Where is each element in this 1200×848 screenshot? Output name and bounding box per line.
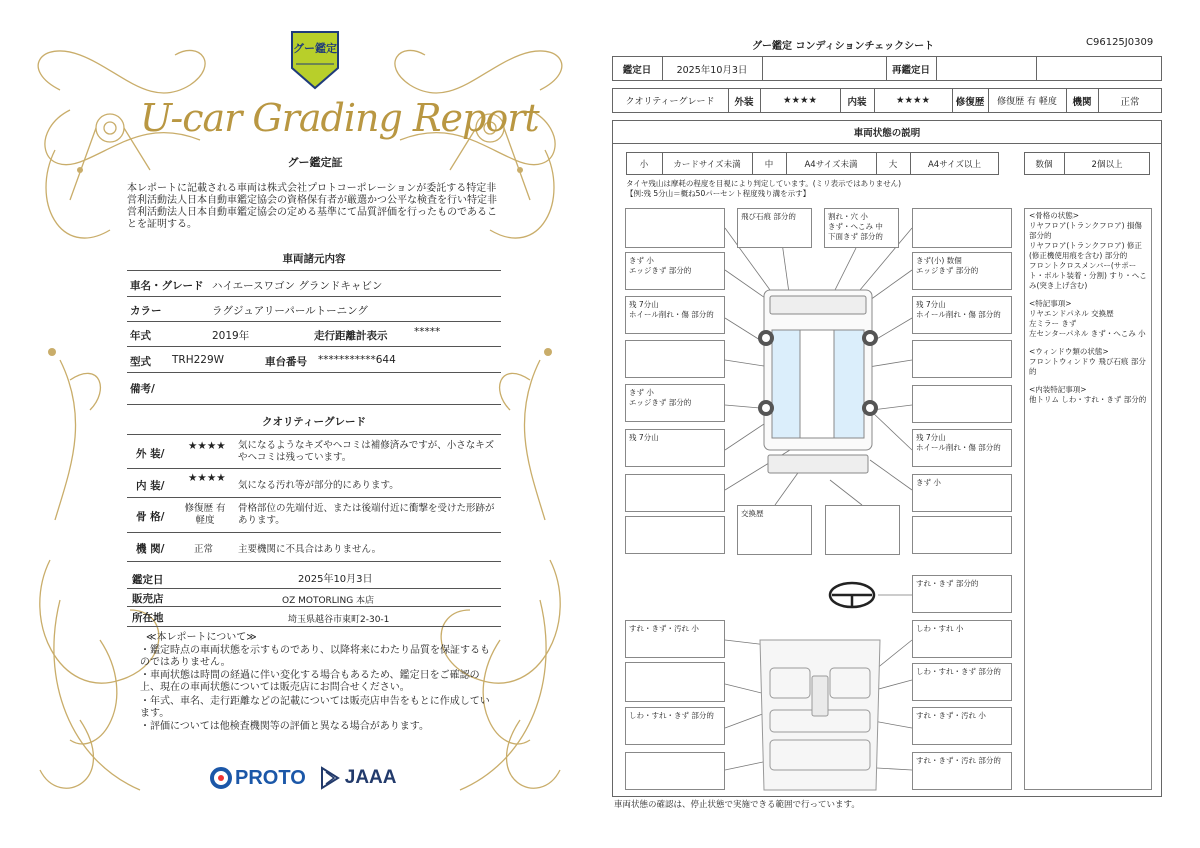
dealer-label: 販売店 bbox=[132, 593, 164, 605]
interior-stars: ★★★★ bbox=[895, 95, 931, 106]
quality-section-title: クオリティーグレード bbox=[262, 416, 366, 428]
spec-section-title: 車両諸元内容 bbox=[282, 253, 346, 265]
panel-line: <特記事項> bbox=[1029, 299, 1072, 308]
sheet-title: グー鑑定 コンディションチェックシート bbox=[752, 41, 935, 52]
size-large-desc: A4サイズ以上 bbox=[927, 159, 982, 170]
size-small-desc: カードサイズ未満 bbox=[673, 159, 741, 170]
callout-windshield: 飛び石痕 部分的 bbox=[737, 208, 812, 248]
panel-line: <骨格の状態> bbox=[1029, 211, 1080, 220]
callout-box bbox=[625, 474, 725, 512]
frame-value: 修復歴 有 軽度 bbox=[184, 503, 226, 526]
car-name-label: 車名・グレード bbox=[130, 280, 204, 292]
model-label: 型式 bbox=[130, 356, 151, 368]
callout-int-door: しわ・すれ・きず 部分的 bbox=[912, 663, 1012, 701]
size-mid: 中 bbox=[764, 159, 774, 170]
interior-label: 内装 bbox=[847, 96, 867, 108]
callout-box bbox=[912, 208, 1012, 248]
condition-title: 車両状態の説明 bbox=[853, 127, 921, 139]
notes-title: ≪本レポートについて≫ bbox=[146, 632, 257, 643]
exterior-label: 外 装/ bbox=[136, 448, 165, 460]
panel-line: リヤフロア(トランクフロア) 修正(修正機使用痕を含む) 部分的 bbox=[1029, 241, 1142, 260]
color-value: ラグジュアリーパールトーニング bbox=[212, 305, 368, 317]
callout-int-driver-seat: しわ・すれ 小 bbox=[912, 620, 1012, 658]
callout-int-rear-seat: すれ・きず・汚れ 小 bbox=[912, 707, 1012, 745]
engine-desc: 主要機関に不具合はありません。 bbox=[238, 544, 382, 555]
badge-text: グー鑑定 bbox=[293, 42, 337, 55]
exterior-label: 外装 bbox=[734, 96, 754, 108]
callout-right-front-tire: 残 7分山 ホイール削れ・傷 部分的 bbox=[912, 296, 1012, 334]
frame-label: 骨 格/ bbox=[136, 511, 165, 523]
appraisal-date-label: 鑑定日 bbox=[132, 574, 164, 586]
callout-int-rear: すれ・きず・汚れ 部分的 bbox=[912, 752, 1012, 790]
panel-line: リヤエンドパネル 交換歴 bbox=[1029, 309, 1114, 318]
interior-stars: ★★★★ bbox=[188, 472, 226, 484]
car-name-value: ハイエースワゴン グランドキャビン bbox=[212, 280, 383, 292]
intro-text: 本レポートに記載される車両は株式会社プロトコーポレーションが委託する特定非営利活動法人日本自動車鑑定協会の資格保有者が厳選かつ公平な検査を行い特定非営利活動法人日本自動車鑑定協会の定める基準にて品質評価を行ったものであることを証明する。 bbox=[127, 183, 497, 230]
callout-left-front-tire: 残 7分山 ホイール削れ・傷 部分的 bbox=[625, 296, 725, 334]
year-value: 2019年 bbox=[212, 330, 250, 342]
panel-line: <内装特記事項> bbox=[1029, 385, 1087, 394]
callout-left-front: きず 小 エッジきず 部分的 bbox=[625, 252, 725, 290]
sheet-id: C96125J0309 bbox=[1086, 37, 1154, 48]
callout-right-front: きず(小) 数個 エッジきず 部分的 bbox=[912, 252, 1012, 290]
color-label: カラー bbox=[130, 305, 162, 317]
note-item: ・評価については他検査機関等の評価と異なる場合があります。 bbox=[140, 721, 429, 732]
count-label: 数個 bbox=[1035, 159, 1053, 170]
engine-value: 正常 bbox=[1120, 96, 1140, 108]
chassis-value: ***********644 bbox=[318, 354, 396, 366]
panel-line: <ウィンドウ類の状態> bbox=[1029, 347, 1109, 356]
note-item: ・年式、車名、走行距離などの記載については販売店申告をもとに作成しています。 bbox=[140, 696, 490, 719]
note-item: ・車両状態は時間の経過に伴い変化する場合もあるため、鑑定日をご確認の上、現在の車両状態については販売店にお問合せください。 bbox=[140, 670, 480, 693]
interior-label: 内 装/ bbox=[136, 480, 165, 492]
callout-box bbox=[625, 752, 725, 790]
tire-note: タイヤ残山は摩耗の程度を目視により判定しています。(ミリ表示ではありません) bbox=[626, 179, 902, 188]
size-large: 大 bbox=[888, 159, 898, 170]
callout-box bbox=[912, 340, 1012, 378]
tire-example: 【例:残 5分山＝概ね50パーセント程度残り溝を示す】 bbox=[626, 189, 811, 198]
year-label: 年式 bbox=[130, 330, 151, 342]
chassis-label: 車台番号 bbox=[265, 356, 307, 368]
callout-box bbox=[625, 340, 725, 378]
size-mid-desc: A4サイズ未満 bbox=[804, 159, 858, 170]
date-label: 鑑定日 bbox=[622, 64, 652, 76]
count-value: 2個以上 bbox=[1091, 159, 1123, 170]
callout-int-left-seat: しわ・すれ・きず 部分的 bbox=[625, 707, 725, 745]
dealer-value: OZ MOTORLING 本店 bbox=[282, 596, 375, 606]
date-value: 2025年10月3日 bbox=[676, 64, 748, 76]
callout-rear-panel: 交換歴 bbox=[737, 505, 812, 555]
interior-desc: 気になる汚れ等が部分的にあります。 bbox=[238, 480, 399, 491]
address-label: 所在地 bbox=[132, 612, 164, 624]
engine-value: 正常 bbox=[194, 544, 214, 555]
remarks-label: 備考/ bbox=[130, 383, 155, 395]
repair-value: 修復歴 有 軽度 bbox=[997, 97, 1057, 107]
report-title: U-car Grading Report bbox=[140, 96, 539, 140]
footer-note: 車両状態の確認は、停止状態で実施できる範囲で行っています。 bbox=[614, 800, 860, 810]
engine-label: 機関 bbox=[1072, 96, 1092, 108]
engine-label: 機 関/ bbox=[136, 543, 165, 555]
callout-left-rear-tire: 残 7分山 bbox=[625, 429, 725, 467]
panel-line: 左センターパネル きず・へこみ 小 bbox=[1029, 329, 1146, 338]
mileage-value: ***** bbox=[414, 326, 441, 338]
repair-label: 修復歴 bbox=[955, 96, 985, 108]
panel-line: リヤフロア(トランクフロア) 損傷 部分的 bbox=[1029, 221, 1142, 240]
address-value: 埼玉県越谷市東町2-30-1 bbox=[288, 615, 390, 625]
proto-logo-text: PROTO bbox=[235, 766, 306, 789]
panel-line: フロントウィンドウ 飛び石痕 部分的 bbox=[1029, 357, 1146, 376]
jaaa-logo-text: JAAA bbox=[344, 767, 397, 788]
callout-front: 割れ・穴 小 きず・へこみ 中 下面きず 部分的 bbox=[824, 208, 899, 248]
steering-wheel-icon bbox=[830, 583, 874, 607]
condition-remarks-panel bbox=[1024, 208, 1152, 790]
reinspect-label: 再鑑定日 bbox=[891, 64, 930, 76]
exterior-stars: ★★★★ bbox=[782, 95, 818, 106]
callout-box bbox=[625, 208, 725, 248]
mileage-label: 走行距離計表示 bbox=[314, 330, 388, 342]
certificate-title: グー鑑定証 bbox=[287, 156, 343, 169]
callout-box bbox=[625, 662, 725, 702]
callout-right-rear-tire: 残 7分山 ホイール削れ・傷 部分的 bbox=[912, 429, 1012, 467]
exterior-stars: ★★★★ bbox=[188, 440, 226, 452]
callout-box bbox=[912, 516, 1012, 554]
callout-box bbox=[825, 505, 900, 555]
note-item: ・鑑定時点の車両状態を示すものであり、以降将来にわたり品質を保証するものではありません。 bbox=[140, 645, 490, 668]
callout-steering: すれ・きず 部分的 bbox=[912, 575, 1012, 613]
callout-right-rear: きず 小 bbox=[912, 474, 1012, 512]
callout-box bbox=[625, 516, 725, 554]
appraisal-date-value: 2025年10月3日 bbox=[298, 574, 373, 585]
callout-int-dashboard: すれ・きず・汚れ 小 bbox=[625, 620, 725, 658]
callout-box bbox=[912, 385, 1012, 423]
panel-line: 他トリム しわ・すれ・きず 部分的 bbox=[1029, 395, 1147, 404]
panel-line: フロントクロスメンバー(サポート・ボルト装着・分割) すり・へこみ(突き上げ含む) bbox=[1029, 261, 1147, 290]
size-small: 小 bbox=[639, 159, 649, 170]
callout-left-rear: きず 小 エッジきず 部分的 bbox=[625, 384, 725, 422]
exterior-desc: 気になるようなキズやヘコミは補修済みですが、小さなキズやヘコミは残っています。 bbox=[238, 440, 495, 463]
model-value: TRH229W bbox=[172, 354, 225, 366]
panel-line: 左ミラー きず bbox=[1029, 319, 1077, 328]
frame-desc: 骨格部位の先端付近、または後端付近に衝撃を受けた形跡があります。 bbox=[238, 503, 495, 526]
quality-label: クオリティーグレード bbox=[625, 97, 715, 107]
